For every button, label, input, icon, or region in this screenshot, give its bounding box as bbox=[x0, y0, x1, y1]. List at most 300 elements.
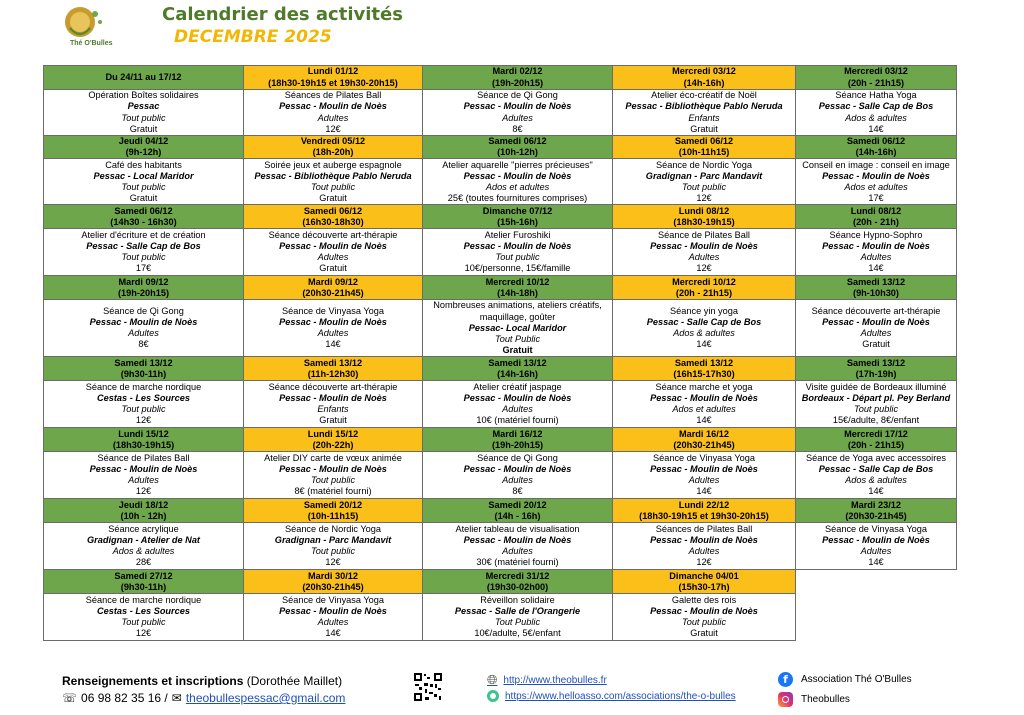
event-date-cell bbox=[613, 428, 796, 452]
event-row bbox=[44, 381, 957, 428]
event-audience: Ados & adultes bbox=[673, 328, 735, 339]
event-price: 14€ bbox=[868, 486, 884, 497]
event-price: 14€ bbox=[696, 486, 712, 497]
event-row bbox=[44, 452, 957, 499]
event-price: Gratuit bbox=[319, 263, 347, 274]
event-time: (20h - 21h15) bbox=[847, 439, 905, 450]
event-audience: Adultes bbox=[502, 546, 533, 557]
qr-code bbox=[413, 672, 443, 702]
event-location: Pessac - Moulin de Noès bbox=[650, 241, 758, 252]
event-location: Pessac- Local Maridor bbox=[468, 322, 567, 333]
event-time: (19h-20h15) bbox=[491, 439, 544, 450]
calendar-table bbox=[43, 65, 957, 641]
helloasso-line bbox=[487, 690, 736, 702]
event-cell bbox=[423, 90, 613, 136]
event-time: (19h30-02h00) bbox=[486, 581, 549, 592]
event-day: Lundi 08/12 bbox=[850, 205, 902, 216]
event-name: Atelier aquarelle "pierres précieuses" bbox=[442, 159, 593, 170]
event-price: Gratuit bbox=[690, 123, 718, 134]
event-day: Samedi 27/12 bbox=[114, 570, 173, 581]
event-name: Séance de Nordic Yoga bbox=[284, 524, 382, 534]
event-price: 10€ (matériel fourni) bbox=[476, 415, 559, 426]
event-time: (9h-10h30) bbox=[853, 287, 899, 298]
event-location: Pessac - Moulin de Noès bbox=[279, 606, 387, 617]
event-name: Atelier DIY carte de vœux animée bbox=[264, 453, 402, 463]
event-date-cell bbox=[423, 276, 613, 300]
event-name: Séance découverte art-thérapie bbox=[268, 230, 398, 240]
event-name: Atelier créatif jaspage bbox=[473, 382, 562, 392]
event-row bbox=[44, 90, 957, 136]
event-day: Samedi 06/12 bbox=[488, 136, 547, 146]
event-row bbox=[44, 229, 957, 276]
event-price: 10€/personne, 15€/famille bbox=[464, 263, 571, 274]
event-time: (10h - 12h) bbox=[120, 510, 167, 521]
event-time: (20h30-21h45) bbox=[845, 510, 907, 521]
event-location: Pessac - Moulin de Noès bbox=[463, 170, 572, 181]
event-cell bbox=[423, 300, 613, 357]
footer bbox=[0, 664, 1024, 715]
event-audience: Adultes bbox=[317, 112, 349, 123]
event-cell bbox=[44, 594, 244, 641]
event-day: Dimanche 04/01 bbox=[669, 570, 739, 581]
event-date-cell bbox=[423, 428, 613, 452]
header-row bbox=[44, 205, 957, 229]
event-day: Samedi 13/12 bbox=[846, 276, 906, 287]
event-name: Galette des rois bbox=[671, 595, 737, 605]
header-row bbox=[44, 357, 957, 381]
event-audience: Adultes bbox=[128, 475, 159, 486]
event-date-cell bbox=[796, 276, 957, 300]
event-name: Atelier Furoshiki bbox=[484, 230, 551, 240]
website-line bbox=[487, 672, 607, 688]
event-price: Gratuit bbox=[319, 192, 347, 203]
event-name: Séances de Pilates Ball bbox=[284, 90, 382, 101]
event-day: Mardi 09/12 bbox=[118, 276, 169, 287]
event-cell bbox=[244, 229, 423, 276]
contact-line bbox=[62, 691, 345, 705]
event-time: (11h-12h30) bbox=[307, 368, 359, 379]
event-day: Mardi 23/12 bbox=[850, 499, 902, 510]
event-audience: Adultes bbox=[502, 475, 533, 486]
event-date-cell bbox=[44, 205, 244, 229]
event-location: Pessac - Bibliothèque Pablo Neruda bbox=[254, 170, 412, 181]
event-name: Visite guidée de Bordeaux illuminé bbox=[805, 382, 947, 392]
event-time: (17h-19h) bbox=[855, 368, 897, 379]
event-cell bbox=[613, 594, 796, 641]
event-audience: Tout public bbox=[681, 617, 727, 628]
event-date-cell bbox=[613, 205, 796, 229]
event-date-cell bbox=[796, 428, 957, 452]
info-title: Renseignements et inscriptions bbox=[62, 674, 244, 688]
event-name: Séance de Nordic Yoga bbox=[655, 159, 753, 170]
event-day: Dimanche 07/12 bbox=[482, 205, 553, 216]
event-time: (19h-20h15) bbox=[491, 77, 544, 88]
event-time: (9h30-11h) bbox=[120, 368, 167, 379]
event-location: Pessac - Moulin de Noès bbox=[822, 317, 930, 328]
event-date-cell bbox=[423, 570, 613, 594]
event-location: Pessac - Moulin de Noès bbox=[279, 464, 387, 475]
event-name: Atelier tableau de visualisation bbox=[455, 524, 580, 534]
page-title: Calendrier des activités bbox=[162, 4, 403, 25]
event-date-cell bbox=[244, 570, 423, 594]
logo-text: Thé O'Bulles bbox=[70, 40, 113, 47]
event-audience: Ados & adultes bbox=[845, 112, 907, 123]
event-price: 25€ (toutes fournitures comprises) bbox=[447, 192, 588, 203]
event-day: Samedi 13/12 bbox=[303, 357, 363, 368]
event-audience: Tout Public bbox=[494, 617, 541, 628]
event-date-cell bbox=[796, 136, 957, 159]
event-price: 14€ bbox=[696, 339, 712, 350]
event-audience: Tout public bbox=[121, 404, 166, 415]
event-cell bbox=[613, 452, 796, 499]
globe-icon: 🌐︎ bbox=[487, 672, 498, 687]
event-date-cell bbox=[423, 136, 613, 159]
event-cell bbox=[796, 90, 957, 136]
event-day: Vendredi 05/12 bbox=[300, 136, 366, 146]
event-cell bbox=[244, 90, 423, 136]
event-location: Gradignan - Parc Mandavit bbox=[274, 535, 392, 546]
event-day: Mercredi 03/12 bbox=[672, 66, 736, 77]
event-audience: Adultes bbox=[688, 475, 720, 486]
event-day: Samedi 20/12 bbox=[303, 499, 363, 510]
event-time: (20h30-21h45) bbox=[673, 439, 735, 450]
instagram-line bbox=[778, 692, 850, 707]
event-date-cell bbox=[44, 136, 244, 159]
event-location: Pessac - Local Maridor bbox=[93, 170, 194, 181]
event-date-cell bbox=[44, 570, 244, 594]
event-name: Soirée jeux et auberge espagnole bbox=[264, 159, 402, 170]
event-price: Gratuit bbox=[690, 628, 718, 639]
event-row bbox=[44, 594, 957, 641]
event-audience: Adultes bbox=[317, 328, 349, 339]
event-cell bbox=[613, 159, 796, 205]
event-cell bbox=[244, 523, 423, 570]
event-date-cell bbox=[244, 66, 423, 90]
event-time: (14h-16h) bbox=[683, 77, 725, 88]
event-name: Séances de Pilates Ball bbox=[655, 524, 753, 534]
event-cell bbox=[244, 159, 423, 205]
info-contact: (Dorothée Maillet) bbox=[246, 674, 343, 688]
event-name: Opération Boîtes solidaires bbox=[88, 90, 199, 101]
event-row bbox=[44, 159, 957, 205]
event-location: Pessac - Moulin de Noès bbox=[89, 464, 198, 475]
event-cell bbox=[44, 300, 244, 357]
event-date-cell bbox=[796, 499, 957, 523]
event-location: Pessac - Salle Cap de Bos bbox=[818, 101, 934, 112]
event-price: 30€ (matériel fourni) bbox=[476, 557, 559, 568]
helloasso-link[interactable]: https://www.helloasso.com/associations/the-o-bulles bbox=[505, 690, 736, 702]
event-name: Café des habitants bbox=[105, 159, 182, 170]
instagram-label[interactable]: Theobulles bbox=[801, 694, 850, 705]
event-location: Pessac - Moulin de Noès bbox=[279, 317, 387, 328]
event-price: 17€ bbox=[135, 263, 152, 274]
event-location: Pessac - Moulin de Noès bbox=[650, 393, 758, 404]
event-location: Pessac - Moulin de Noès bbox=[279, 393, 387, 404]
event-name: Séance de marche nordique bbox=[85, 382, 202, 392]
event-time: (10h-12h) bbox=[497, 147, 538, 158]
event-cell bbox=[423, 159, 613, 205]
event-cell bbox=[796, 381, 957, 428]
phone-number: 06 98 82 35 16 / bbox=[81, 691, 168, 705]
event-price: 8€ bbox=[512, 486, 523, 497]
event-time: (20h - 21h) bbox=[853, 216, 899, 227]
event-cell bbox=[796, 523, 957, 570]
event-cell bbox=[423, 229, 613, 276]
event-audience: Ados et adultes bbox=[844, 181, 908, 192]
event-cell bbox=[44, 90, 244, 136]
event-price: 14€ bbox=[325, 628, 341, 639]
facebook-label[interactable]: Association Thé O'Bulles bbox=[801, 674, 912, 685]
event-location: Pessac - Moulin de Noès bbox=[89, 317, 198, 328]
event-price: 14€ bbox=[868, 263, 884, 274]
event-date-cell bbox=[244, 428, 423, 452]
event-audience: Ados et adultes bbox=[485, 181, 550, 192]
event-location: Pessac - Moulin de Noès bbox=[279, 241, 387, 252]
event-name: Séance découverte art-thérapie bbox=[268, 382, 398, 392]
event-day: Du 24/11 au 17/12 bbox=[105, 71, 182, 82]
header-row bbox=[44, 66, 957, 90]
event-price: Gratuit bbox=[502, 344, 533, 355]
event-date-cell bbox=[796, 66, 957, 90]
event-price: 12€ bbox=[696, 263, 712, 274]
event-audience: Tout Public bbox=[494, 333, 541, 344]
event-day: Samedi 06/12 bbox=[114, 205, 173, 216]
event-location: Gradignan - Parc Mandavit bbox=[645, 170, 763, 181]
event-cell bbox=[44, 159, 244, 205]
event-date-cell bbox=[613, 276, 796, 300]
event-audience: Adultes bbox=[688, 546, 720, 557]
event-price: 12€ bbox=[135, 628, 152, 639]
event-name: Séance de Vinyasa Yoga bbox=[281, 306, 384, 316]
event-day: Mercredi 17/12 bbox=[844, 428, 908, 439]
event-price: 10€/adulte, 5€/enfant bbox=[474, 628, 561, 639]
event-day: Mardi 16/12 bbox=[492, 428, 543, 439]
event-day: Mardi 02/12 bbox=[492, 66, 543, 77]
event-date-cell bbox=[796, 357, 957, 381]
event-name: Atelier éco-créatif de Noël bbox=[651, 90, 757, 101]
event-price: 12€ bbox=[696, 192, 712, 203]
event-time: (18h30-19h15) bbox=[673, 216, 735, 227]
event-location: Pessac - Moulin de Noès bbox=[279, 101, 387, 112]
event-price: 8€ bbox=[138, 339, 149, 350]
event-location: Gradignan - Atelier de Nat bbox=[87, 535, 200, 546]
event-price: Gratuit bbox=[319, 415, 347, 426]
event-day: Jeudi 04/12 bbox=[118, 136, 169, 146]
website-link[interactable]: http://www.theobulles.fr bbox=[503, 674, 607, 686]
event-day: Lundi 01/12 bbox=[307, 66, 359, 77]
event-name: Réveillon solidaire bbox=[480, 595, 555, 605]
event-price: 14€ bbox=[868, 557, 884, 568]
event-location: Pessac - Moulin de Noès bbox=[822, 241, 930, 252]
event-cell bbox=[44, 452, 244, 499]
header-row bbox=[44, 276, 957, 300]
event-price: Gratuit bbox=[129, 123, 158, 134]
event-cell bbox=[244, 452, 423, 499]
event-time: (18h-20h) bbox=[312, 147, 354, 158]
event-name: Séance de Yoga avec accessoires bbox=[806, 453, 946, 463]
event-audience: Adultes bbox=[317, 252, 349, 263]
event-date-cell bbox=[244, 205, 423, 229]
event-date-cell bbox=[613, 570, 796, 594]
event-name: Séance Hypno-Sophro bbox=[829, 230, 923, 240]
event-cell bbox=[613, 229, 796, 276]
event-time: (19h-20h15) bbox=[117, 287, 170, 298]
event-time: (9h-12h) bbox=[125, 147, 162, 158]
event-price: 14€ bbox=[325, 339, 341, 350]
event-day: Mardi 30/12 bbox=[307, 570, 359, 581]
event-price: 12€ bbox=[325, 557, 341, 568]
event-price: 12€ bbox=[325, 123, 341, 134]
event-location: Pessac - Moulin de Noès bbox=[650, 464, 758, 475]
event-date-cell bbox=[44, 499, 244, 523]
event-location: Pessac - Moulin de Noès bbox=[463, 464, 572, 475]
header-row bbox=[44, 136, 957, 159]
event-day: Lundi 08/12 bbox=[678, 205, 730, 216]
event-name: Séance acrylique bbox=[108, 524, 179, 534]
event-location: Pessac - Moulin de Noès bbox=[822, 170, 930, 181]
event-location: Pessac - Moulin de Noès bbox=[650, 606, 758, 617]
event-price: 14€ bbox=[696, 415, 712, 426]
event-cell bbox=[423, 381, 613, 428]
event-cell bbox=[244, 381, 423, 428]
empty-cell bbox=[796, 570, 957, 594]
event-price: 12€ bbox=[696, 557, 712, 568]
event-time: (20h - 21h15) bbox=[675, 287, 733, 298]
event-location: Pessac - Salle de l'Orangerie bbox=[454, 606, 581, 617]
event-audience: Tout public bbox=[310, 546, 356, 557]
event-date-cell bbox=[613, 357, 796, 381]
event-price: 15€/adulte, 8€/enfant bbox=[832, 415, 920, 426]
event-day: Mercredi 10/12 bbox=[672, 276, 736, 287]
event-audience: Adultes bbox=[317, 617, 349, 628]
event-date-cell bbox=[423, 499, 613, 523]
event-audience: Adultes bbox=[860, 252, 892, 263]
event-name: Séance de Pilates Ball bbox=[97, 453, 190, 463]
helloasso-icon bbox=[487, 690, 499, 702]
event-time: (20h - 21h15) bbox=[847, 77, 905, 88]
event-location: Cestas - Les Sources bbox=[97, 393, 190, 404]
page-subtitle: DECEMBRE 2025 bbox=[174, 27, 332, 47]
event-price: 17€ bbox=[868, 192, 884, 203]
event-cell bbox=[423, 452, 613, 499]
event-time: (15h30-17h) bbox=[678, 581, 730, 592]
event-name: Séance de Qi Gong bbox=[477, 453, 558, 463]
event-cell bbox=[613, 381, 796, 428]
event-price: 12€ bbox=[135, 486, 152, 497]
facebook-icon: f bbox=[778, 672, 793, 687]
event-location: Pessac - Salle Cap de Bos bbox=[86, 241, 201, 252]
event-date-cell bbox=[423, 205, 613, 229]
event-location: Pessac - Salle Cap de Bos bbox=[646, 317, 762, 328]
event-name: Séance de Vinyasa Yoga bbox=[652, 453, 755, 463]
event-location: Cestas - Les Sources bbox=[97, 606, 190, 617]
event-day: Lundi 22/12 bbox=[678, 499, 730, 510]
event-name: Atelier d'écriture et de création bbox=[81, 230, 206, 240]
event-cell bbox=[796, 300, 957, 357]
event-audience: Enfants bbox=[317, 404, 349, 415]
event-day: Samedi 06/12 bbox=[303, 205, 363, 216]
event-audience: Ados et adultes bbox=[672, 404, 736, 415]
event-audience: Tout public bbox=[121, 181, 166, 192]
event-date-cell bbox=[244, 276, 423, 300]
email-link[interactable]: theobullespessac@gmail.com bbox=[185, 691, 346, 705]
event-time: (10h-11h15) bbox=[307, 510, 359, 521]
event-name: Séance de Vinyasa Yoga bbox=[824, 524, 927, 534]
event-time: (16h30-18h30) bbox=[302, 216, 364, 227]
event-audience: Tout public bbox=[495, 252, 540, 263]
event-date-cell bbox=[44, 276, 244, 300]
event-date-cell bbox=[44, 428, 244, 452]
event-day: Mercredi 31/12 bbox=[485, 570, 550, 581]
event-date-cell bbox=[44, 66, 244, 90]
event-day: Samedi 06/12 bbox=[846, 136, 906, 146]
event-time: (14h-16h) bbox=[497, 368, 538, 379]
mail-icon: ✉ bbox=[171, 691, 182, 705]
event-cell bbox=[244, 300, 423, 357]
event-date-cell bbox=[613, 499, 796, 523]
event-cell bbox=[423, 523, 613, 570]
event-cell bbox=[613, 523, 796, 570]
event-row bbox=[44, 523, 957, 570]
event-location: Pessac - Moulin de Noès bbox=[463, 101, 572, 112]
event-name: Séance de marche nordique bbox=[85, 595, 202, 605]
event-audience: Tout public bbox=[121, 112, 166, 123]
event-audience: Tout public bbox=[853, 404, 899, 415]
event-time: (9h30-11h) bbox=[120, 581, 167, 592]
event-time: (14h30 - 16h30) bbox=[110, 216, 177, 227]
event-location: Pessac - Moulin de Noès bbox=[463, 393, 572, 404]
header-row bbox=[44, 570, 957, 594]
event-audience: Ados & adultes bbox=[845, 475, 907, 486]
event-name: Séance yin yoga bbox=[670, 306, 738, 316]
event-audience: Adultes bbox=[860, 546, 892, 557]
header-row bbox=[44, 499, 957, 523]
event-audience: Adultes bbox=[860, 328, 892, 339]
logo bbox=[60, 4, 116, 56]
page-header bbox=[0, 0, 1024, 64]
event-day: Samedi 06/12 bbox=[674, 136, 734, 146]
event-time: (14h-18h) bbox=[497, 287, 538, 298]
event-location: Pessac - Moulin de Noès bbox=[650, 535, 758, 546]
event-location: Pessac - Salle Cap de Bos bbox=[818, 464, 934, 475]
event-time: (20h-22h) bbox=[312, 439, 354, 450]
event-audience: Tout public bbox=[310, 475, 356, 486]
event-date-cell bbox=[613, 66, 796, 90]
event-cell bbox=[613, 90, 796, 136]
empty-cell bbox=[796, 594, 957, 641]
event-audience: Adultes bbox=[502, 112, 533, 123]
event-cell bbox=[423, 594, 613, 641]
event-price: 8€ bbox=[512, 123, 523, 134]
event-price: 8€ (matériel fourni) bbox=[294, 486, 372, 497]
event-date-cell bbox=[244, 136, 423, 159]
event-price: Gratuit bbox=[862, 339, 890, 350]
event-location: Bordeaux - Départ pl. Pey Berland bbox=[801, 393, 951, 404]
event-date-cell bbox=[244, 357, 423, 381]
event-time: (20h30-21h45) bbox=[302, 581, 364, 592]
event-name: Séance de Pilates Ball bbox=[658, 230, 750, 240]
event-date-cell bbox=[796, 205, 957, 229]
event-location: Pessac - Moulin de Noès bbox=[463, 241, 572, 252]
event-day: Mercredi 10/12 bbox=[485, 276, 550, 287]
event-date-cell bbox=[44, 357, 244, 381]
event-date-cell bbox=[423, 357, 613, 381]
event-time: (16h15-17h30) bbox=[673, 368, 735, 379]
event-cell bbox=[44, 229, 244, 276]
event-location: Pessac bbox=[127, 101, 160, 112]
event-name: Séance de Vinyasa Yoga bbox=[281, 595, 384, 605]
event-audience: Adultes bbox=[688, 252, 720, 263]
